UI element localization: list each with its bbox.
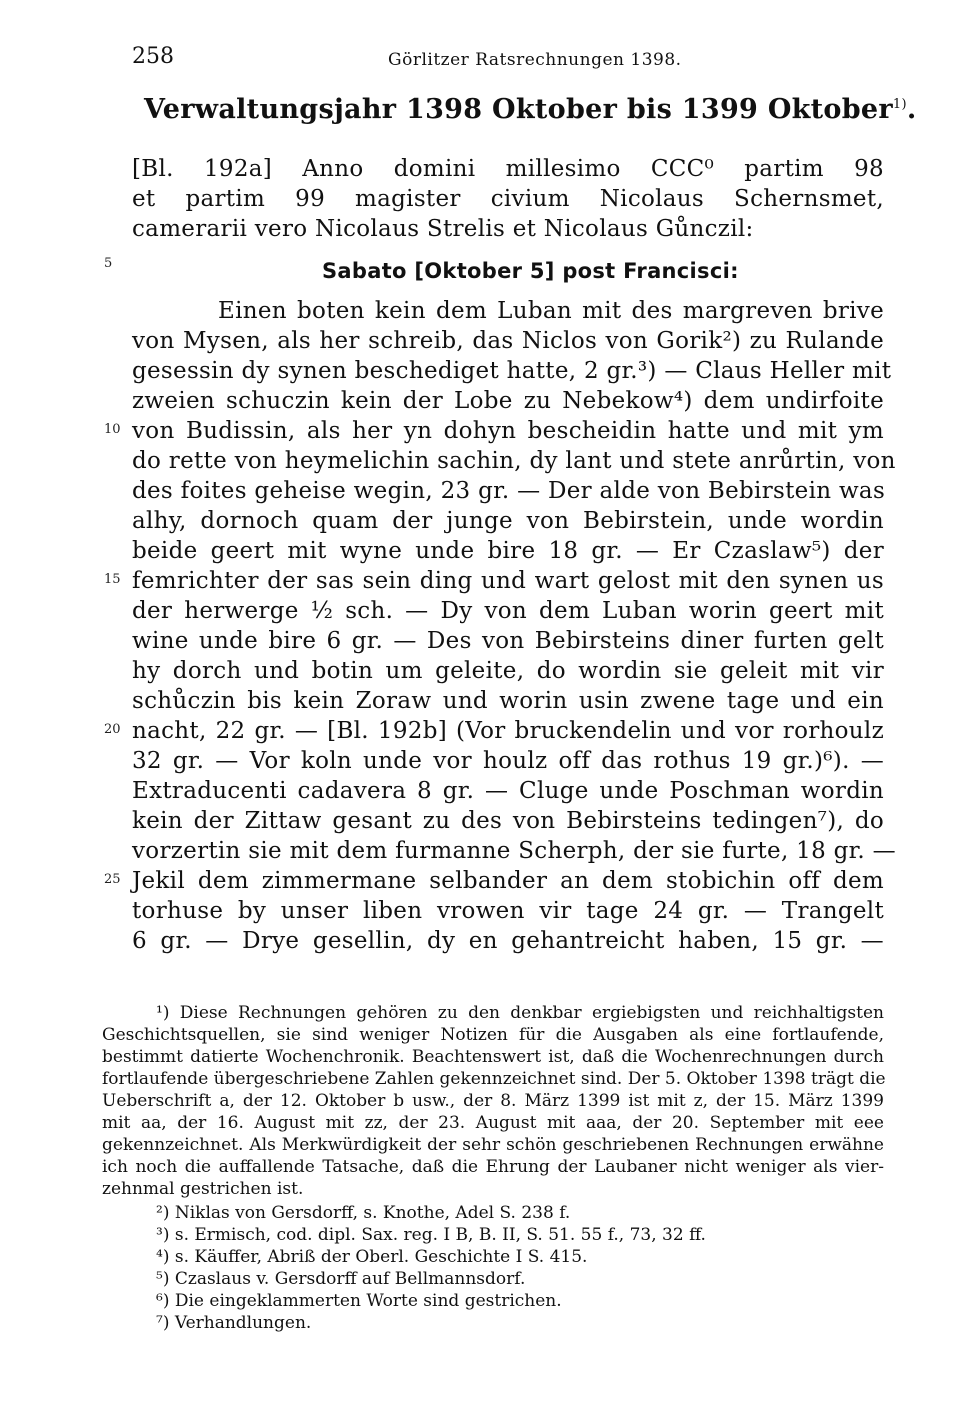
line-number: 15 bbox=[104, 572, 121, 587]
running-head bbox=[0, 44, 960, 78]
footnote-line: Geschichtsquellen, sie sind weniger Notizen für die Ausgaben als eine fortlaufende, bbox=[102, 1025, 884, 1045]
footnote-line: ¹) Diese Rechnungen gehören zu den denkbar ergiebigsten und reichhaltigsten bbox=[156, 1003, 884, 1023]
body-line: alhy, dornoch quam der junge von Bebirstein, unde wordin bbox=[132, 508, 884, 534]
footnote-line: Ueberschrift a, der 12. Oktober b usw., der 8. März 1399 ist mit z, der 15. März 1399 bbox=[102, 1091, 884, 1111]
line-number: 25 bbox=[104, 872, 121, 887]
body-line: 32 gr. — Vor koln unde vor houlz off das rothus 19 gr.)⁶). — bbox=[132, 748, 884, 774]
footnote-item: ³) s. Ermisch, cod. dipl. Sax. reg. I B, B. II, S. 51. 55 f., 73, 32 ff. bbox=[156, 1225, 706, 1245]
body-line: schůczin bis kein Zoraw und worin usin zwene tage und ein bbox=[132, 688, 884, 714]
body-line: camerarii vero Nicolaus Strelis et Nicolaus Gůnczil: bbox=[132, 216, 754, 242]
page-number: 258 bbox=[132, 44, 174, 69]
footnote-line: gekennzeichnet. Als Merkwürdigkeit der sehr schön geschriebenen Rechnungen erwähne bbox=[102, 1135, 884, 1155]
body-line: beide geert mit wyne unde bire 18 gr. — Er Czaslaw⁵) der bbox=[132, 538, 884, 564]
section-title-note-ref: 1) bbox=[892, 97, 907, 112]
body-line: et partim 99 magister civium Nicolaus Schernsmet, bbox=[132, 186, 884, 212]
running-title: Görlitzer Ratsrechnungen 1398. bbox=[388, 50, 682, 70]
footnote-line: zehnmal gestrichen ist. bbox=[102, 1179, 304, 1199]
body-line: Extraducenti cadavera 8 gr. — Cluge unde Poschman wordin bbox=[132, 778, 884, 804]
body-line: des foites geheise wegin, 23 gr. — Der alde von Bebirstein was bbox=[132, 478, 886, 504]
body-line: femrichter der sas sein ding und wart gelost mit den synen us bbox=[132, 568, 884, 594]
body-line: Jekil dem zimmermane selbander an dem stobichin off dem bbox=[132, 868, 884, 894]
section-title: Verwaltungsjahr 1398 Oktober bis 1399 Oktober$^{1)}$. bbox=[144, 94, 917, 125]
body-line: hy dorch und botin um geleite, do wordin sie geleit mit vir bbox=[132, 658, 884, 684]
line-number: 10 bbox=[104, 422, 121, 437]
line-number: 5 bbox=[104, 256, 113, 271]
body-line: nacht, 22 gr. — [Bl. 192b] (Vor bruckendelin und vor rorhoulz bbox=[132, 718, 884, 744]
footnote-item: ⁴) s. Käuffer, Abriß der Oberl. Geschichte I S. 415. bbox=[156, 1247, 588, 1267]
footnote-item: ⁷) Verhandlungen. bbox=[156, 1313, 312, 1333]
footnote-item: ²) Niklas von Gersdorff, s. Knothe, Adel S. 238 f. bbox=[156, 1203, 571, 1223]
body-line: von Budissin, als her yn dohyn bescheidin hatte und mit ym bbox=[132, 418, 884, 444]
footnote-item: ⁵) Czaslaus v. Gersdorff auf Bellmannsdorf. bbox=[156, 1269, 526, 1289]
date-heading: Sabato [Oktober 5] post Francisci: bbox=[322, 259, 739, 283]
body-line: torhuse by unser liben vrowen vir tage 24 gr. — Trangelt bbox=[132, 898, 884, 924]
body-line: Einen boten kein dem Luban mit des margreven brive bbox=[218, 298, 884, 324]
body-line: vorzertin sie mit dem furmanne Scherph, der sie furte, 18 gr. — bbox=[132, 838, 896, 864]
footnote-item: ⁶) Die eingeklammerten Worte sind gestrichen. bbox=[156, 1291, 562, 1311]
body-line: kein der Zittaw gesant zu des von Bebirsteins tedingen⁷), do bbox=[132, 808, 884, 834]
body-line: der herwerge ½ sch. — Dy von dem Luban worin geert mit bbox=[132, 598, 884, 624]
footnote-line: fortlaufende übergeschriebene Zahlen gekennzeichnet sind. Der 5. Oktober 1398 trägt die bbox=[102, 1069, 886, 1089]
body-line: do rette von heymelichin sachin, dy lant und stete anrůrtin, von bbox=[132, 448, 896, 474]
body-line: [Bl. 192a] Anno domini millesimo CCC⁰ partim 98 bbox=[132, 156, 884, 182]
body-line: 6 gr. — Drye gesellin, dy en gehantreicht haben, 15 gr. — bbox=[132, 928, 884, 954]
body-line: von Mysen, als her schreib, das Niclos von Gorik²) zu Rulande bbox=[132, 328, 884, 354]
line-number: 20 bbox=[104, 722, 121, 737]
footnote-line: mit aa, der 16. August mit zz, der 23. August mit aaa, der 20. September mit eee bbox=[102, 1113, 884, 1133]
body-line: zweien schuczin kein der Lobe zu Nebekow⁴) dem undirfoite bbox=[132, 388, 884, 414]
footnote-line: bestimmt datierte Wochenchronik. Beachtenswert ist, daß die Wochenrechnungen durch bbox=[102, 1047, 884, 1067]
footnote-line: ich noch die auffallende Tatsache, daß die Ehrung der Laubaner nicht weniger als vier- bbox=[102, 1157, 884, 1177]
body-line: gesessin dy synen beschediget hatte, 2 gr.³) — Claus Heller mit bbox=[132, 358, 892, 384]
body-line: wine unde bire 6 gr. — Des von Bebirsteins diner furten gelt bbox=[132, 628, 884, 654]
section-title-text: Verwaltungsjahr 1398 Oktober bis 1399 Oktober bbox=[144, 94, 893, 125]
